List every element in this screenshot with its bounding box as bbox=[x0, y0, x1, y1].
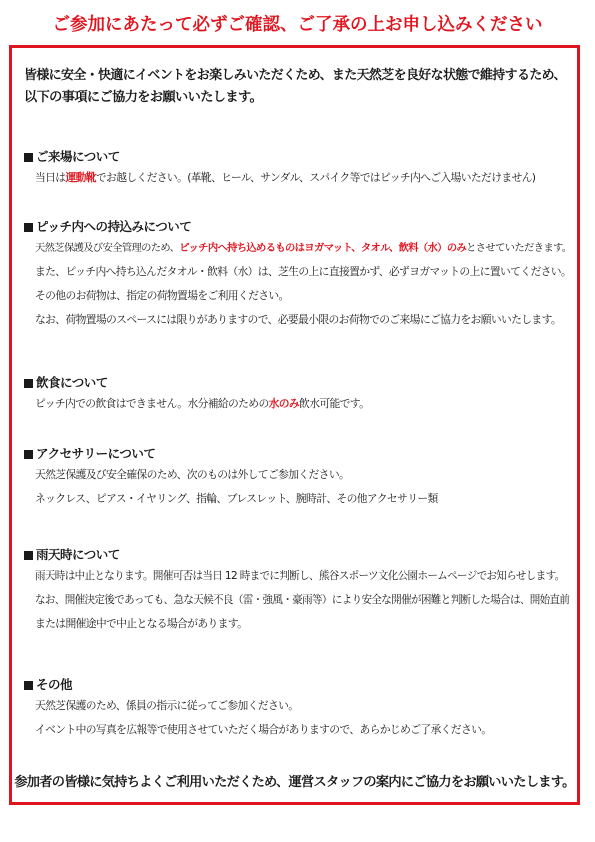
square-bullet-icon bbox=[24, 153, 33, 162]
intro-line-2: 以下の事項にご協力をお願いいたします。 bbox=[24, 90, 263, 105]
section-heading bbox=[24, 445, 572, 463]
rain-line-1: 雨天時は中止となります。開催可否は当日 12 時までに判断し、熊谷スポーツ文化公園ホームページでお知らせします。 bbox=[35, 570, 565, 582]
text-segment: でお越しください。(革靴、ヒール、サンダル、スパイク等ではピッチ内へご入場いただけません) bbox=[95, 171, 536, 184]
highlight-text: 水のみ bbox=[268, 397, 300, 410]
section-pitch bbox=[24, 218, 572, 332]
rain-line-2: なお、開催決定後であっても、急な天候不良（雷・強風・豪雨等）により安全な開催が困難と判断した場合は、開始直前 bbox=[35, 594, 570, 606]
section-heading-text: アクセサリーについて bbox=[36, 446, 156, 461]
highlight-text: 運動靴 bbox=[65, 171, 96, 184]
section-food bbox=[24, 374, 572, 416]
notice-frame bbox=[9, 45, 580, 805]
text-segment: とさせていただきます。 bbox=[466, 242, 572, 254]
square-bullet-icon bbox=[24, 223, 33, 232]
section-heading-text: 雨天時について bbox=[36, 547, 120, 562]
text-segment: 当日は bbox=[35, 171, 66, 184]
page-title: ご参加にあたって必ずご確認、ご了承の上お申し込みください bbox=[52, 15, 543, 35]
section-heading bbox=[24, 148, 572, 166]
pitch-line-1 bbox=[35, 236, 572, 260]
closing-message: 参加者の皆様に気持ちよくご利用いただくため、運営スタッフの案内にご協力をお願いいたします。 bbox=[14, 775, 575, 790]
section-heading bbox=[24, 374, 572, 392]
other-line-1: 天然芝保護のため、係員の指示に従ってご参加ください。 bbox=[35, 699, 299, 712]
text-segment: 飲水可能です。 bbox=[299, 397, 370, 410]
section-heading-text: 飲食について bbox=[36, 375, 108, 390]
square-bullet-icon bbox=[24, 551, 33, 560]
rain-line-3: または開催途中で中止となる場合があります。 bbox=[35, 617, 248, 630]
square-bullet-icon bbox=[24, 379, 33, 388]
section-heading bbox=[24, 676, 572, 694]
food-line-1 bbox=[35, 392, 572, 416]
pitch-line-2: また、ピッチ内へ持ち込んだタオル・飲料（水）は、芝生の上に直接置かず、必ずヨガマットの上に置いてください。 bbox=[35, 265, 572, 278]
text-segment: 天然芝保護及び安全管理のため、 bbox=[35, 242, 180, 254]
square-bullet-icon bbox=[24, 681, 33, 690]
section-heading bbox=[24, 546, 572, 564]
pitch-line-4: なお、荷物置場のスペースには限りがありますので、必要最小限のお荷物でのご来場にご協力をお願いいたします。 bbox=[35, 313, 562, 326]
accessories-line-1: 天然芝保護及び安全確保のため、次のものは外してご参加ください。 bbox=[35, 468, 350, 481]
section-heading bbox=[24, 218, 572, 236]
text-segment: ピッチ内での飲食はできません。水分補給のための bbox=[35, 397, 269, 410]
intro-line-1: 皆様に安全・快適にイベントをお楽しみいただくため、また天然芝を良好な状態で維持するため、 bbox=[24, 68, 566, 83]
section-other bbox=[24, 676, 572, 742]
other-line-2: イベント中の写真を広報等で使用させていただく場合がありますので、あらかじめご了承ください。 bbox=[35, 723, 492, 736]
arrival-line-1 bbox=[35, 166, 572, 190]
square-bullet-icon bbox=[24, 450, 33, 459]
section-arrival bbox=[24, 148, 572, 190]
highlight-text: ピッチ内へ持ち込めるものはヨガマット、タオル、飲料（水）のみ bbox=[179, 242, 467, 254]
section-heading-text: ご来場について bbox=[36, 149, 120, 164]
section-heading-text: その他 bbox=[36, 677, 73, 692]
pitch-line-3: その他のお荷物は、指定の荷物置場をご利用ください。 bbox=[35, 289, 289, 302]
intro-text bbox=[24, 65, 569, 109]
section-rain bbox=[24, 546, 572, 636]
section-accessories bbox=[24, 445, 572, 511]
section-heading-text: ピッチ内への持込みについて bbox=[36, 219, 192, 234]
accessories-line-2: ネックレス、ピアス・イヤリング、指輪、ブレスレット、腕時計、その他アクセサリー類 bbox=[35, 492, 438, 505]
